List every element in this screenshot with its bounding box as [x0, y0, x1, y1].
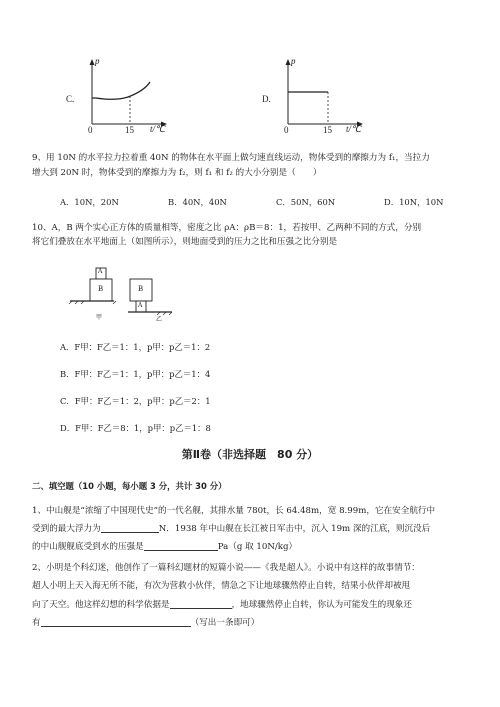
fill-q1-line2-end: N．1938 年中山舰在长江被日军击中，沉入 19m 深的江底，则沉没后	[158, 524, 431, 534]
fill-q2-blank-basis[interactable]	[170, 598, 232, 609]
graph-c-x-tick: 15	[125, 125, 134, 135]
graph-d-x-tick: 15	[323, 125, 332, 135]
q10-stem-line2: 将它们叠放在水平地面上（如图所示），则地面受到的压力之比和压强之比分别是	[32, 237, 338, 247]
fill-q1-line1: 1、中山舰是“浓缩了中国现代史”的一代名舰，其排水量 780t，长 64.48m，宽 8.99m，它在安全航行中	[32, 506, 436, 516]
fill-q2-line3-end: ，地球骤然停止自转，你认为可能发生的现象还	[231, 600, 412, 610]
fill-q1-blank-buoyancy[interactable]	[101, 522, 159, 533]
q10-option-a[interactable]: A．F甲：F乙＝1：1，p甲：p乙＝1：2	[60, 342, 211, 352]
fill-q1-line3-end: Pa（g 取 10N/kg）	[217, 542, 298, 552]
fill-q2-line4-end: （写出一条即可）	[190, 618, 260, 628]
q10-fig-block-a-top: A	[98, 268, 103, 275]
q10-stacking-figure	[68, 262, 178, 322]
fill-q1-blank-pressure[interactable]	[144, 540, 218, 551]
fill-q1-line2-start: 受到的最大浮力为	[32, 524, 101, 534]
q10-fig-block-b-bottom: B	[98, 285, 104, 293]
graph-c-x-axis-label: t/℃	[150, 124, 166, 134]
graph-option-c	[66, 56, 176, 136]
fill-q1-line3	[32, 540, 297, 553]
q9-stem-line1: 9、用 10N 的水平拉力拉着重 40N 的物体在水平面上做匀速直线运动，物体受到的摩擦力为 f₁，当拉力	[32, 153, 430, 163]
q10-option-c[interactable]: C．F甲：F乙＝1：2，p甲：p乙＝2：1	[60, 396, 211, 406]
q10-stem-line1: 10、A，B 两个实心正方体的质量相等，密度之比 ρA：ρB＝8：1，若按甲、乙两种不同的方式，分别	[32, 223, 422, 233]
graph-d-letter: D.	[262, 94, 271, 104]
fill-q2-line3	[32, 598, 412, 611]
q10-figure-drawing	[68, 262, 178, 322]
q9-option-a[interactable]: A．10N，20N	[60, 197, 119, 207]
graph-c-origin: 0	[88, 125, 93, 135]
q9-stem-line2: 增大到 20N 时，物体受到的摩擦力为 f₂，则 f₁ 和 f₂ 的大小分别是（ ）	[32, 168, 322, 178]
q9-option-b[interactable]: B．40N，40N	[168, 197, 227, 207]
graph-option-d	[262, 56, 372, 136]
q10-fig-block-b-top: B	[138, 285, 144, 293]
fill-q2-line2: 超人小明上天入海无所不能，有次为营救小伙伴，情急之下让地球骤然停止自转，结果小伙伴却被甩	[32, 581, 411, 591]
q10-fig-label-jia: 甲	[96, 314, 103, 321]
q10-option-b[interactable]: B．F甲：F乙＝1：1，p甲：p乙＝1：4	[60, 369, 211, 379]
fill-q2-line1: 2、小明是个科幻迷，他创作了一篇科幻题材的短篇小说——《我是超人》。小说中有这样的故事情节：	[32, 563, 420, 573]
q9-option-c[interactable]: C．50N，60N	[276, 197, 336, 207]
section-title: 第Ⅱ卷（非选择题 80 分）	[181, 448, 319, 461]
graph-d-origin: 0	[284, 125, 289, 135]
graph-c-y-axis-label: p	[95, 56, 100, 66]
fill-q2-line3-start: 向了天空。他这样幻想的科学依据是	[32, 600, 170, 610]
q9-option-d[interactable]: D．10N，10N	[384, 197, 444, 207]
fill-q2-blank-phenomenon[interactable]	[41, 616, 191, 627]
fill-q1-line3-start: 的中山舰舰底受到水的压强是	[32, 542, 144, 552]
graph-d-x-axis-label: t/℃	[346, 124, 362, 134]
fill-q2-line4-start: 有	[32, 618, 41, 628]
graph-c-letter: C.	[66, 94, 75, 104]
q10-fig-label-yi: 乙	[156, 316, 163, 323]
section-subtitle: 二、填空题（10 小题，每小题 3 分，共计 30 分）	[32, 481, 227, 491]
q10-option-d[interactable]: D．F甲：F乙＝8：1，p甲：p乙＝1：8	[60, 423, 211, 433]
fill-q1-line2	[32, 522, 430, 535]
fill-q2-line4	[32, 616, 259, 629]
q10-fig-block-a-bottom: A	[138, 302, 143, 309]
graph-d-y-axis-label: p	[291, 56, 296, 66]
